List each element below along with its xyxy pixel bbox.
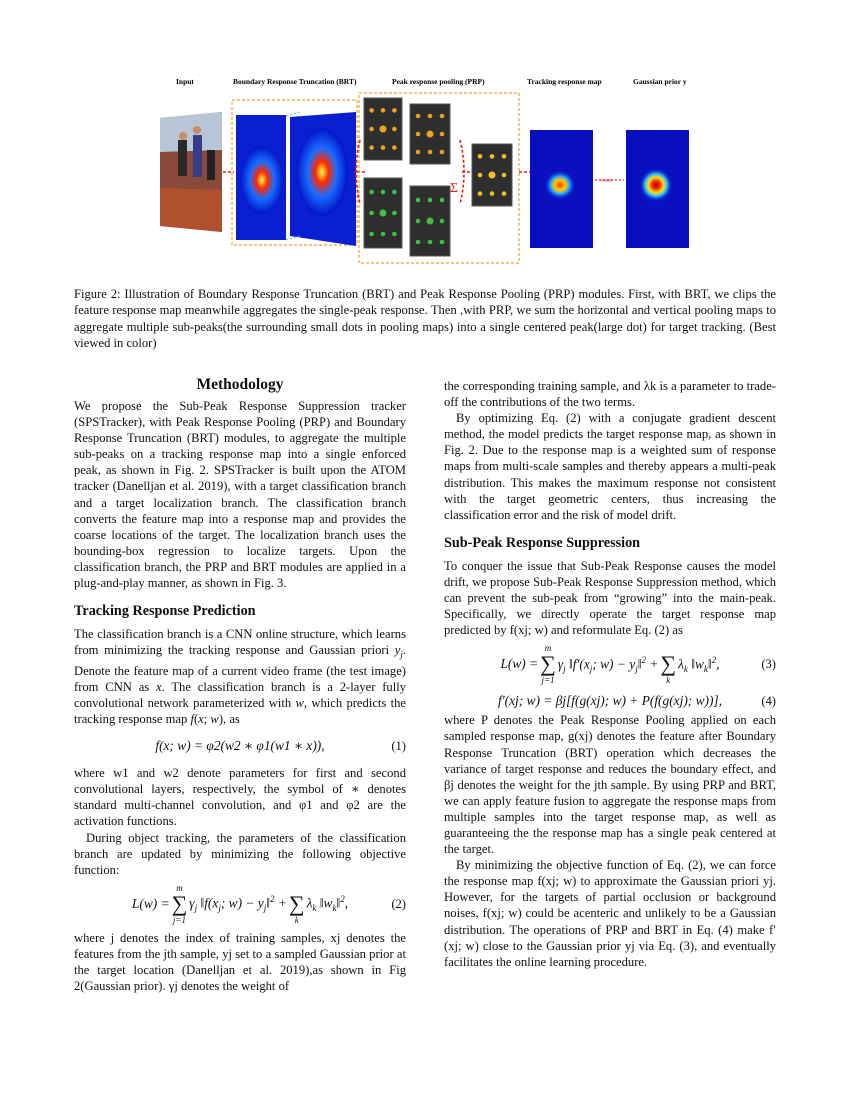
right-column — [444, 378, 776, 970]
equation-1-body: f(x; w) = φ2(w2 ∗ φ1(w1 ∗ x)), — [155, 738, 325, 754]
para-trade-off: the corresponding training sample, and λk is a parameter to trade-off the contributions of the two terms. — [444, 379, 776, 410]
equation-4-body: f′(xj; w) = βj[f(g(xj); w) + P(f(g(xj); w))], — [498, 693, 722, 709]
label-prp: Peak response pooling (PRP) — [392, 77, 485, 86]
para-conquer: To conquer the issue that Sub-Peak Response causes the model drift, we propose Sub-Peak Response Suppression method, which can prevent the sub-peak from “growing” into the main-peak. Specifically, we directly operate the target response map predicted by f(xj; w) and reformulate Eq. (2) as — [444, 558, 776, 638]
prp-tile-2 — [410, 104, 450, 164]
para-method-intro: We propose the Sub-Peak Response Suppression tracker (SPSTracker), with Peak Response Pooling (PRP) and Boundary Response Truncation (BRT) modules, to aggregate the multiple sub-peaks on a tracking response map into a single enforced peak, as shown in Fig. 2. SPSTracker is built upon the ATOM tracker (Danelljan et al. 2019), with a target classification branch and a target localization branch. The classification branch converts the feature map into a response map and provides the coarse locations of the target. The localization branch uses the bounding-box regression to localize targets. Upon the classification branch, the PRP and BRT modules are applied in a plug-and-play manner, as shown in Fig. 3. — [74, 399, 406, 591]
heading-methodology: Methodology — [196, 376, 284, 393]
sum-symbol: Σ — [450, 181, 459, 196]
equation-1-number: (1) — [391, 739, 406, 754]
equation-2-number: (2) — [391, 896, 406, 911]
equation-3-number: (3) — [761, 657, 776, 672]
label-input: Input — [176, 77, 194, 86]
left-column — [74, 376, 406, 994]
para-minimizing: By minimizing the objective function of Eq. (2), we can force the response map f(xj; w) to approximate the Gaussian priori yj. However, for the targets of partial occlusion or background noises, f(xj; w) could be acenteric and unlikely to be a Gaussian distribution. The operations of PRP and BRT in Eq. (4) make f′(xj; w) close to the Gaussian prior yj via Eq. (3), and eventually facilitates the online learning procedure. — [444, 858, 776, 969]
prp-tile-3 — [364, 178, 402, 248]
equation-1 — [74, 731, 406, 761]
figure-2 — [0, 0, 850, 280]
label-gaussian: Gaussian prior y — [633, 77, 687, 86]
arrow-label: 0.0008 — [601, 178, 612, 183]
input-image — [160, 112, 222, 232]
para-classification: The classification branch is a CNN online structure, which learns from minimizing the tracking response and Gaussian priori $y_j$. Denote the feature map of a current video frame (the test image) from CNN as x. The classification branch is a 2-layer fully convolutional network parameterized with w, which predicts the tracking response map f(x; w), as — [74, 627, 407, 727]
equation-3: L(w) = m ∑ j=1 $\gamma_j$ $‖f'(x_j$; $w) - y_j‖^2$ + ∑ k $\lambda_k$ $‖w_k‖^2$, (3) — [500, 643, 776, 686]
figure-caption: Figure 2: Illustration of Boundary Response Truncation (BRT) and Peak Response Pooling (PRP) modules. First, with BRT, we clips the feature response map meanwhile aggregates the single-peak response. Then ,with PRP, we sum the horizontal and vertical pooling maps to aggregate multiple sub-peaks(the surrounding small dots in pooling maps) into a single centered peak(large dot) for target tracking. (Best viewed in color) — [74, 287, 776, 351]
para-indices: where j denotes the index of training samples, xj denotes the features from the jth sample, yj set to a sampled Gaussian prior at the target location (Danelljan et al. 2019),as shown in Fig 2(Gaussian prior). γj denotes the weight of — [74, 930, 406, 994]
para-objective: During object tracking, the parameters of the classification branch are updated by minimizing the following objective function: — [74, 830, 406, 877]
para-params: where w1 and w2 denote parameters for first and second convolutional layers, respectively, the symbol of ∗ denotes standard multi-channel convolution, and φ1 and φ2 are the activation functions. — [74, 766, 406, 829]
label-tracking: Tracking response map — [527, 77, 602, 86]
prp-tile-1 — [364, 98, 402, 160]
label-brt: Boundary Response Truncation (BRT) — [233, 77, 357, 86]
para-where-p: where P denotes the Peak Response Pooling applied on each sampled response map, g(xj) denotes the feature after Boundary Response Truncation (BRT) operation which decreases the variance of target response and reduces the boundary effect, and βj denotes the weight for the jth sample. By using PRP and BRT, we can apply feature fusion to aggregate the response maps from multiple samples into the target response map, as well as guaranteeing the the response map has a single peak centered at the target. — [444, 713, 776, 857]
equation-2: L(w) = m ∑ j=1 $\gamma_j$ $‖f(x_j$; $w) - y_j‖^2$ + ∑ k $\lambda_k$ $‖w_k‖^2$, (2) — [131, 882, 406, 925]
heading-sub-peak: Sub-Peak Response Suppression — [444, 534, 641, 551]
prp-tile-4 — [410, 186, 450, 256]
equation-4-number: (4) — [761, 694, 776, 709]
para-optimizing: By optimizing Eq. (2) with a conjugate gradient descent method, the model predicts the target response map, as shown in Fig. 2. Due to the response map is a weighted sum of response maps from multi-scale samples and thereby appears a multi-peak distribution. This makes the maximum response not consistent with the target geometric centers, thus increasing the classification error and the risk of model drift. — [444, 411, 776, 522]
prp-tile-final — [472, 144, 512, 206]
heading-tracking-response: Tracking Response Prediction — [74, 603, 256, 620]
equation-4 — [444, 690, 776, 712]
